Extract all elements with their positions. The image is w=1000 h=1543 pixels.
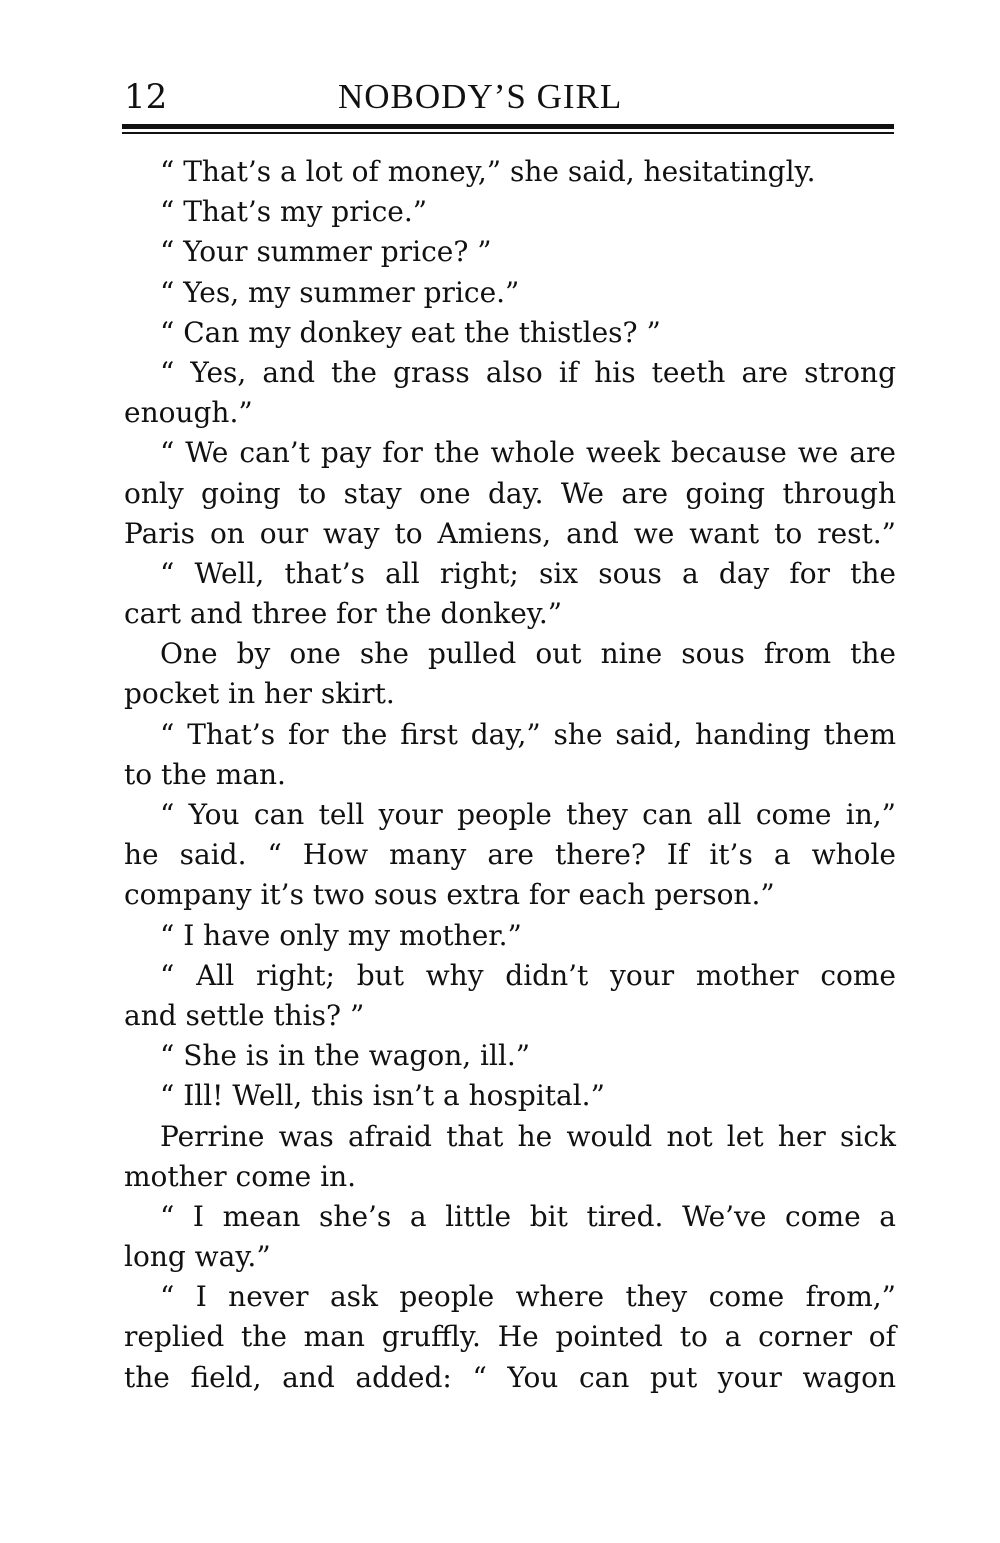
text-line: he said. “ How many are there? If it’s a whole — [124, 838, 896, 872]
text-line: “ Can my donkey eat the thistles? ” — [160, 315, 661, 349]
text-line: “ We can’t pay for the whole week because we are — [160, 436, 896, 470]
text-line: company it’s two sous extra for each person.” — [124, 878, 775, 912]
text-line: “ You can tell your people they can all come in,” — [160, 798, 896, 831]
text-line: long way.” — [124, 1240, 271, 1274]
text-line: “ Yes, and the grass also if his teeth are strong — [160, 355, 896, 389]
text-line: pocket in her skirt. — [124, 677, 395, 711]
header-rule-thin — [122, 132, 894, 134]
text-line: to the man. — [124, 757, 286, 791]
text-line: “ I have only my mother.” — [160, 918, 522, 952]
text-line: mother come in. — [124, 1159, 356, 1193]
text-line: “ Well, that’s all right; six sous a day for the — [160, 556, 896, 590]
text-line: One by one she pulled out nine sous from the — [160, 637, 896, 671]
text-line: only going to stay one day. We are going through — [124, 476, 896, 510]
text-line: Perrine was afraid that he would not let her sick — [160, 1119, 896, 1153]
text-line: “ I mean she’s a little bit tired. We’ve come a — [160, 1199, 896, 1233]
text-line: Paris on our way to Amiens, and we want to rest.” — [124, 516, 896, 550]
text-line: cart and three for the donkey.” — [124, 597, 563, 631]
text-line: and settle this? ” — [124, 998, 365, 1032]
text-line: “ That’s a lot of money,” she said, hesitatingly. — [160, 155, 816, 188]
text-line: the field, and added: “ You can put your wagon — [124, 1360, 896, 1394]
text-line: replied the man gruffly. He pointed to a corner of — [124, 1320, 896, 1354]
page-number: 12 — [124, 77, 168, 117]
page-header — [124, 72, 894, 122]
header-rule-thick — [122, 124, 894, 129]
text-line: “ Your summer price? ” — [160, 235, 492, 269]
text-line: “ Yes, my summer price.” — [160, 275, 520, 309]
body-text — [124, 152, 896, 1398]
text-line: “ That’s for the first day,” she said, handing them — [160, 717, 896, 751]
text-line: enough.” — [124, 396, 253, 430]
text-line: “ I never ask people where they come from,” — [160, 1280, 896, 1314]
running-title: NOBODY’S GIRL — [338, 77, 623, 116]
text-line: “ That’s my price.” — [160, 195, 428, 229]
text-line: “ She is in the wagon, ill.” — [160, 1039, 531, 1073]
text-line: “ All right; but why didn’t your mother come — [160, 958, 896, 992]
text-line: “ Ill! Well, this isn’t a hospital.” — [160, 1079, 605, 1113]
